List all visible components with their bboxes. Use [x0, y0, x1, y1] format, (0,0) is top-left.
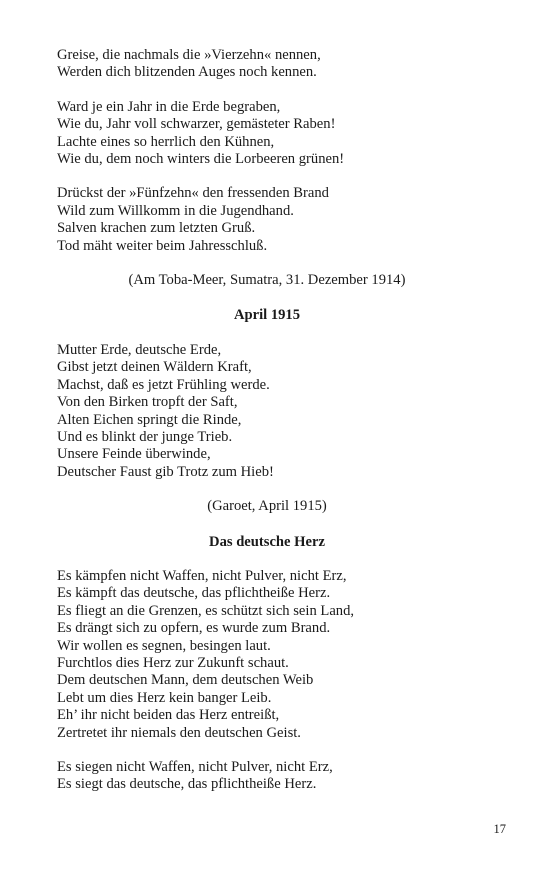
verse-line: Es fliegt an die Grenzen, es schützt sich sein Land,: [57, 602, 355, 619]
verse-line: Greise, die nachmals die »Vierzehn« nennen,: [57, 47, 321, 63]
stanza: [57, 568, 477, 742]
verse-line: Deutscher Faust gib Trotz zum Hieb!: [57, 463, 274, 480]
verse-line: Wie du, dem noch winters die Lorbeeren grünen!: [57, 151, 345, 168]
poem-title: April 1915: [233, 307, 301, 324]
verse-line: Wir wollen es segnen, besingen laut.: [57, 637, 271, 654]
verse-line: Von den Birken tropft der Saft,: [57, 394, 238, 411]
verse-line: Gibst jetzt deinen Wäldern Kraft,: [57, 359, 252, 376]
verse-line: Alten Eichen springt die Rinde,: [57, 411, 242, 428]
verse-line: Eh’ ihr nicht beiden das Herz entreißt,: [57, 707, 280, 724]
verse-line: Es siegt das deutsche, das pflichtheiße Herz.: [57, 776, 317, 793]
verse-line: Es kämpfen nicht Waffen, nicht Pulver, nicht Erz,: [57, 567, 347, 584]
verse-line: Dem deutschen Mann, dem deutschen Weib: [57, 672, 314, 689]
verse-line: Lebt um dies Herz kein banger Leib.: [57, 689, 272, 706]
verse-line: Salven krachen zum letzten Gruß.: [57, 220, 256, 237]
verse-line: Zertretet ihr niemals den deutschen Geist.: [57, 724, 301, 741]
page-number: 17: [493, 822, 506, 836]
verse-line: Wie du, Jahr voll schwarzer, gemästeter Raben!: [57, 116, 336, 133]
verse-line: Tod mäht weiter beim Jahresschluß.: [57, 237, 268, 254]
verse-line: Werden dich blitzenden Auges noch kennen.: [57, 64, 317, 81]
stanza: [57, 185, 477, 255]
verse-line: Machst, daß es jetzt Frühling werde.: [57, 376, 270, 393]
verse-line: Es drängt sich zu opfern, es wurde zum Brand.: [57, 620, 331, 637]
verse-line: Es kämpft das deutsche, das pflichtheiße Herz.: [57, 585, 331, 602]
verse-line: Drückst der »Fünfzehn« den fressenden Brand: [57, 185, 329, 202]
verse-line: Ward je ein Jahr in die Erde begraben,: [57, 98, 281, 115]
verse-line: Furchtlos dies Herz zur Zukunft schaut.: [57, 654, 289, 671]
verse-line: Lachte eines so herrlich den Kühnen,: [57, 133, 275, 150]
stanza: [57, 47, 477, 82]
poem-title: Das deutsche Herz: [209, 533, 325, 550]
verse-line: Es siegen nicht Waffen, nicht Pulver, nicht Erz,: [57, 759, 333, 775]
page-text: [57, 47, 477, 811]
poem-source: (Garoet, April 1915): [207, 498, 327, 515]
verse-line: Mutter Erde, deutsche Erde,: [57, 341, 222, 358]
poem-source: (Am Toba-Meer, Sumatra, 31. Dezember 1914): [128, 272, 406, 289]
stanza: [57, 99, 477, 169]
verse-line: Unsere Feinde überwinde,: [57, 446, 211, 463]
verse-line: Wild zum Willkomm in die Jugendhand.: [57, 202, 294, 219]
stanza: [57, 342, 477, 481]
verse-line: Und es blinkt der junge Trieb.: [57, 428, 233, 445]
stanza: [57, 759, 477, 794]
